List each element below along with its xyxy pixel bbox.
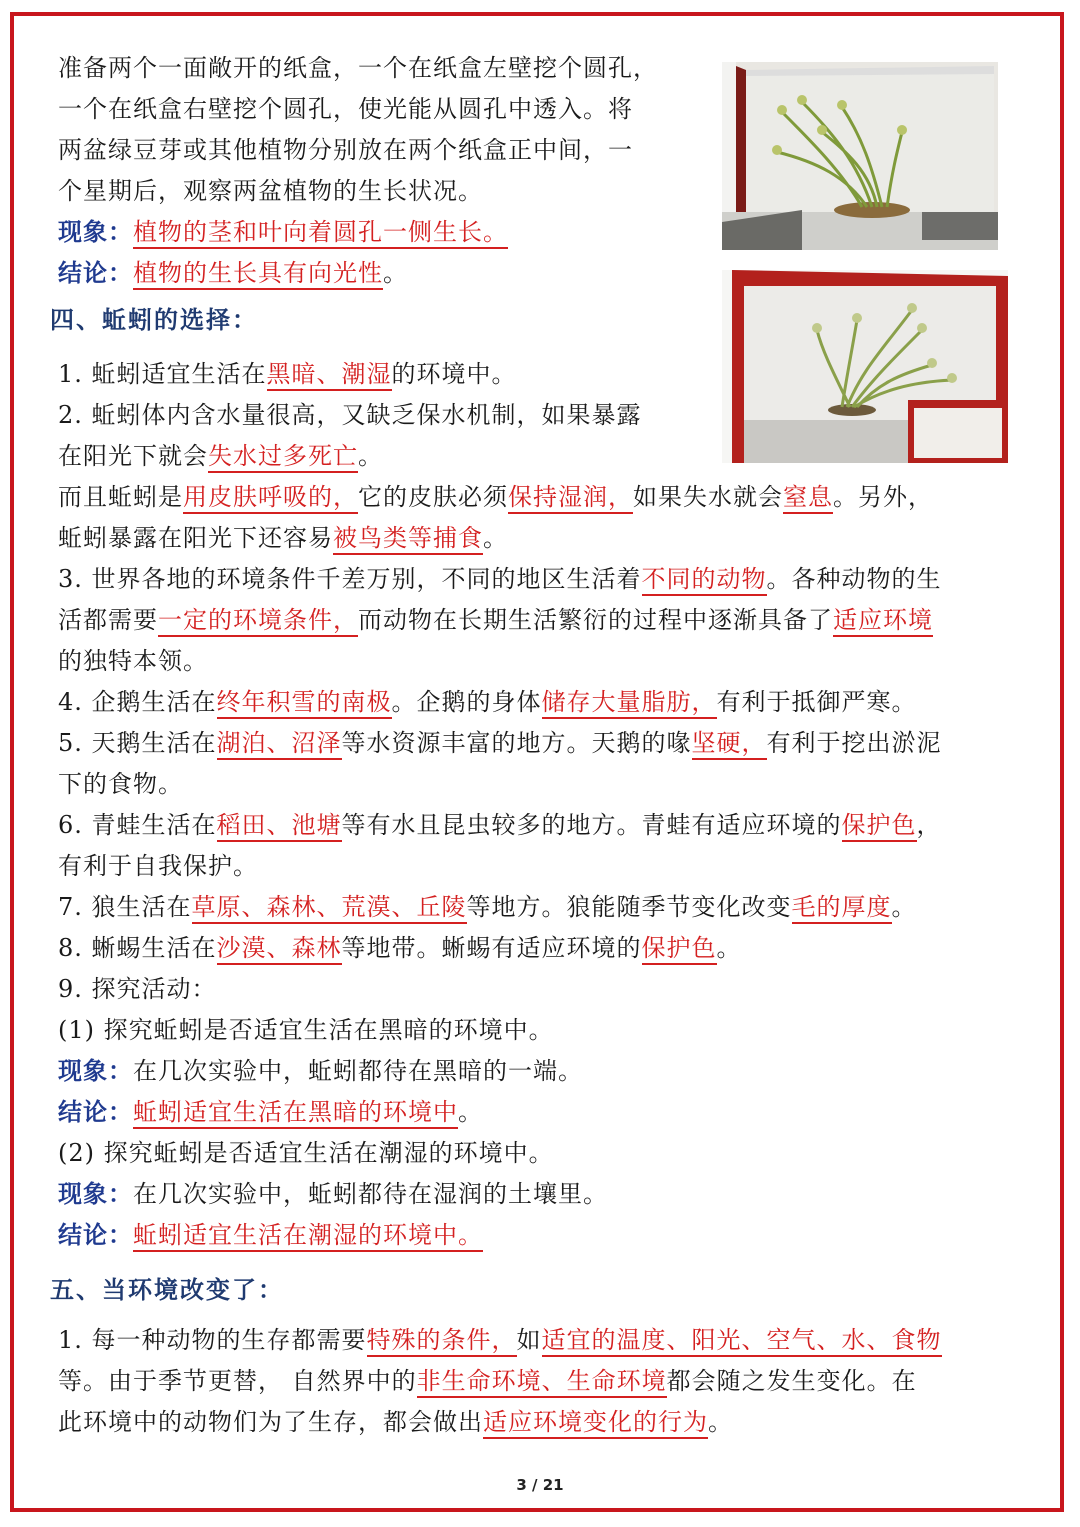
item-6-line-1: 6. 青蛙生活在稻田、池塘等有水且昆虫较多的地方。青蛙有适应环境的保护色， xyxy=(58,805,942,846)
section-5-line-3: 此环境中的动物们为了生存，都会做出适应环境变化的行为。 xyxy=(58,1402,733,1443)
experiment-2-phenomenon: 现象：在几次实验中，蚯蚓都待在湿润的土壤里。 xyxy=(58,1180,608,1208)
exp-text-line-4: 个星期后，观察两盆植物的生长状况。 xyxy=(58,177,483,205)
item-4: 4. 企鹅生活在终年积雪的南极。企鹅的身体储存大量脂肪，有利于抵御严寒。 xyxy=(58,682,917,723)
item-5-line-1: 5. 天鹅生活在湖泊、沼泽等水资源丰富的地方。天鹅的喙坚硬，有利于挖出淤泥 xyxy=(58,723,942,764)
item-2-line-4: 蚯蚓暴露在阳光下还容易被鸟类等捕食。 xyxy=(58,518,508,559)
phenomenon-text: 植物的茎和叶向着圆孔一侧生长。 xyxy=(133,218,508,249)
item-3-line-1: 3. 世界各地的环境条件千差万别，不同的地区生活着不同的动物。各种动物的生 xyxy=(58,559,942,600)
item-1: 1. 蚯蚓适宜生活在黑暗、潮湿的环境中。 xyxy=(58,354,517,395)
section-5-line-1: 1. 每一种动物的生存都需要特殊的条件，如适宜的温度、阳光、空气、水、食物 xyxy=(58,1320,942,1361)
phenomenon-label: 现象： xyxy=(58,218,133,246)
conclusion-label: 结论： xyxy=(58,259,133,287)
exp-phenomenon xyxy=(58,212,508,253)
photo-plant-box-left-hole xyxy=(722,62,998,250)
item-2-line-1: 2. 蚯蚓体内含水量很高，又缺乏保水机制，如果暴露 xyxy=(58,401,642,429)
item-2-line-2: 在阳光下就会失水过多死亡。 xyxy=(58,436,383,477)
exp-text-line-2: 一个在纸盒右壁挖个圆孔，使光能从圆孔中透入。将 xyxy=(58,95,633,123)
item-3-line-2: 活都需要一定的环境条件，而动物在长期生活繁衍的过程中逐渐具备了适应环境 xyxy=(58,600,933,641)
item-9: 9. 探究活动： xyxy=(58,975,217,1003)
experiment-1-title: (1) 探究蚯蚓是否适宜生活在黑暗的环境中。 xyxy=(58,1016,554,1044)
exp-text-line-3: 两盆绿豆芽或其他植物分别放在两个纸盒正中间，一 xyxy=(58,136,633,164)
page-number: 3 / 21 xyxy=(516,1476,564,1494)
experiment-1-conclusion: 结论：蚯蚓适宜生活在黑暗的环境中。 xyxy=(58,1092,483,1133)
photo-plant-box-right-hole xyxy=(722,270,1008,463)
experiment-2-conclusion: 结论：蚯蚓适宜生活在潮湿的环境中。 xyxy=(58,1215,483,1256)
experiment-2-title: (2) 探究蚯蚓是否适宜生活在潮湿的环境中。 xyxy=(58,1139,554,1167)
section-5-title: 五、当环境改变了： xyxy=(50,1276,284,1304)
item-8: 8. 蜥蜴生活在沙漠、森林等地带。蜥蜴有适应环境的保护色。 xyxy=(58,928,742,969)
item-5-line-2: 下的食物。 xyxy=(58,770,183,798)
experiment-1-phenomenon: 现象：在几次实验中，蚯蚓都待在黑暗的一端。 xyxy=(58,1057,583,1085)
exp-conclusion: 结论：植物的生长具有向光性。 xyxy=(58,253,408,294)
item-2-line-3: 而且蚯蚓是用皮肤呼吸的，它的皮肤必须保持湿润，如果失水就会窒息。另外， xyxy=(58,477,933,518)
item-7: 7. 狼生活在草原、森林、荒漠、丘陵等地方。狼能随季节变化改变毛的厚度。 xyxy=(58,887,917,928)
section-5-line-2: 等。由于季节更替， 自然界中的非生命环境、生命环境都会随之发生变化。在 xyxy=(58,1361,917,1402)
item-6-line-2: 有利于自我保护。 xyxy=(58,852,258,880)
exp-text-line-1: 准备两个一面敞开的纸盒，一个在纸盒左壁挖个圆孔， xyxy=(58,54,658,82)
conclusion-text: 植物的生长具有向光性 xyxy=(133,259,383,290)
item-3-line-3: 的独特本领。 xyxy=(58,647,208,675)
section-4-title: 四、蚯蚓的选择： xyxy=(50,306,258,334)
